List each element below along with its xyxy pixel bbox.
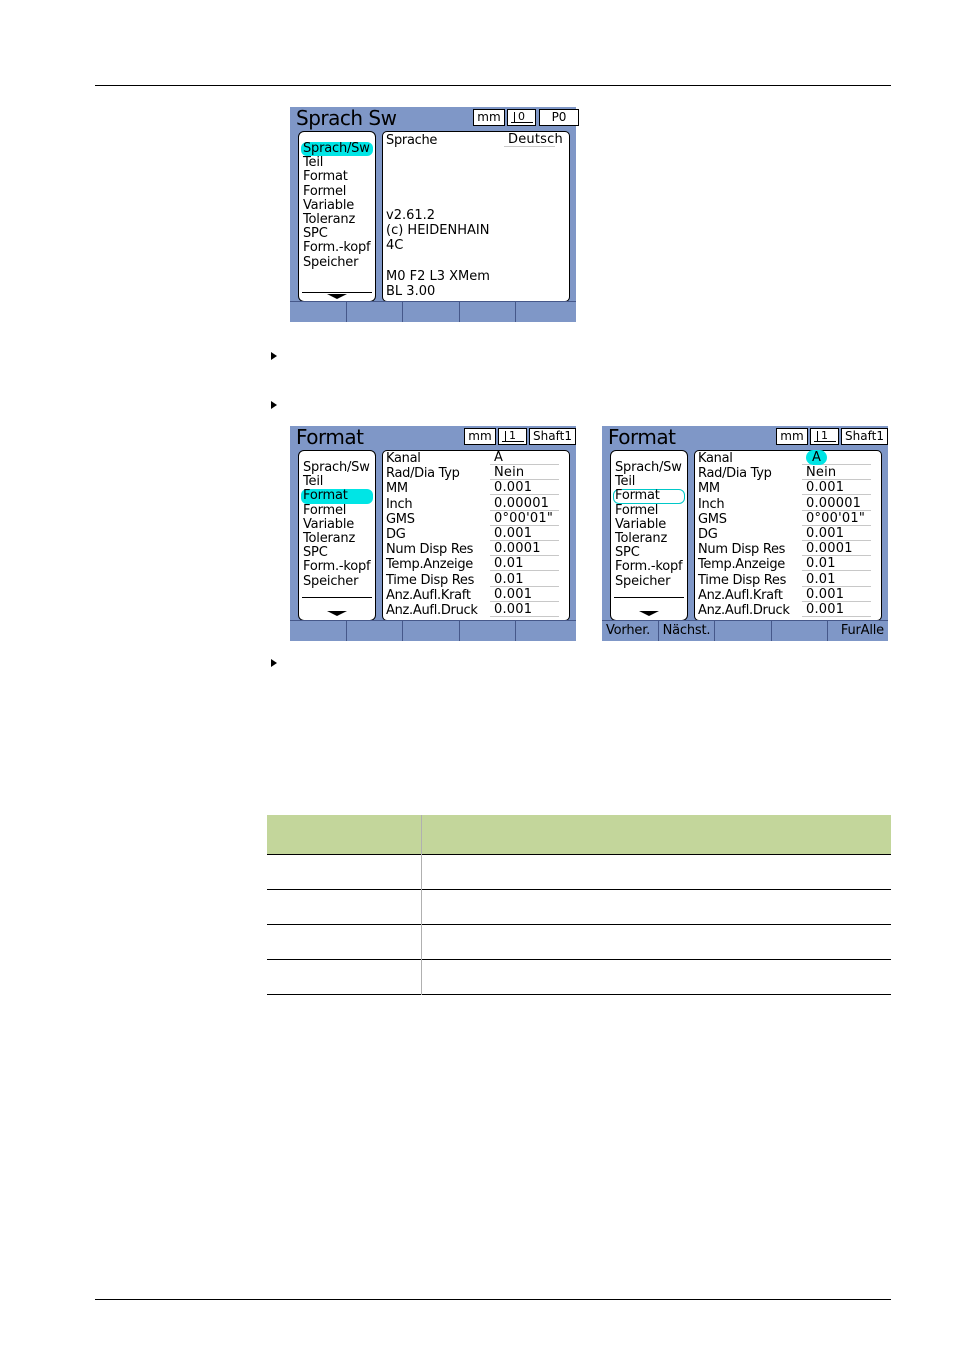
menu-item-speicher[interactable]: Speicher (303, 254, 359, 270)
format-row[interactable]: GMS 0°00'01" (386, 512, 565, 527)
model-text: 4C (386, 238, 404, 253)
format-row[interactable]: DG 0.001 (698, 527, 877, 542)
format-row[interactable]: Inch 0.00001 (698, 497, 877, 512)
menu-item-format[interactable]: Format (613, 489, 685, 503)
table-row-divider (267, 854, 891, 855)
screen-title: Format (608, 425, 676, 449)
menu-divider (302, 597, 372, 598)
format-row[interactable]: Rad/Dia Typ Nein (698, 466, 877, 481)
menu-item-formel[interactable]: Formel (615, 502, 659, 518)
config-text: M0 F2 L3 XMem (386, 269, 490, 284)
status-bar (774, 428, 888, 445)
bullet-arrow-icon (271, 352, 277, 360)
menu-item-variable[interactable]: Variable (303, 516, 355, 532)
format-value[interactable]: 0°00'01" (490, 512, 559, 526)
softkey-4[interactable] (460, 621, 517, 641)
language-label: Sprache (386, 133, 438, 148)
table-row-divider (267, 959, 891, 960)
table-header (267, 815, 891, 854)
setup-menu (298, 450, 376, 621)
menu-item-form-kopf[interactable]: Form.-kopf (615, 559, 683, 575)
format-row[interactable]: MM 0.001 (386, 481, 565, 496)
setup-menu (610, 450, 688, 621)
setup-menu (298, 131, 376, 302)
screen-format-menu (290, 426, 576, 641)
bullet-arrow-icon (271, 401, 277, 409)
screen-language (290, 107, 576, 322)
menu-item-spc[interactable]: SPC (303, 226, 328, 242)
part-indicator: Shaft1 (529, 428, 576, 445)
menu-item-format[interactable]: Format (303, 169, 348, 185)
table-row-divider (267, 924, 891, 925)
header-rule (95, 85, 891, 86)
table-column-divider (421, 815, 422, 995)
menu-item-spc[interactable]: SPC (303, 545, 328, 561)
part-indicator: Shaft1 (841, 428, 888, 445)
softkey-5[interactable] (516, 302, 576, 322)
format-row[interactable]: Anz.Aufl.Kraft 0.001 (386, 588, 565, 603)
softkey-bar (602, 620, 888, 641)
format-row[interactable]: Anz.Aufl.Kraft 0.001 (698, 588, 877, 603)
format-row[interactable]: Anz.Aufl.Druck 0.001 (698, 603, 877, 618)
format-value[interactable]: 0.001 (802, 481, 871, 495)
format-row[interactable]: MM 0.001 (698, 481, 877, 496)
apply-all-softkey[interactable]: FurAlle (840, 623, 884, 638)
status-bar (462, 428, 576, 445)
format-row[interactable]: DG 0.001 (386, 527, 565, 542)
format-value[interactable]: 0.0001 (802, 542, 871, 556)
softkey-3[interactable] (403, 621, 460, 641)
menu-item-spc[interactable]: SPC (615, 545, 640, 561)
format-value-selected[interactable] (802, 451, 871, 465)
softkey-1[interactable] (290, 302, 347, 322)
reference-icon: 1 (810, 428, 839, 445)
table-row-divider (267, 889, 891, 890)
format-value[interactable]: 0.01 (802, 573, 871, 587)
language-panel (382, 131, 570, 302)
language-value[interactable]: Deutsch (504, 133, 555, 147)
format-row[interactable]: Kanal A (698, 451, 877, 466)
menu-item-formel[interactable]: Formel (303, 502, 347, 518)
menu-item-toleranz[interactable]: Toleranz (303, 211, 356, 227)
format-value[interactable]: Nein (490, 466, 559, 480)
reference-icon: 1 (498, 428, 527, 445)
format-value[interactable]: 0.001 (490, 481, 559, 495)
menu-item-form-kopf[interactable]: Form.-kopf (303, 559, 371, 575)
softkey-3[interactable] (403, 302, 460, 322)
menu-item-variable[interactable]: Variable (615, 516, 667, 532)
copyright-text: (c) HEIDENHAIN (386, 223, 490, 238)
format-value[interactable]: A (490, 451, 559, 465)
format-value[interactable]: 0.01 (490, 557, 559, 571)
menu-item-sprach-sw[interactable]: Sprach/Sw (303, 460, 370, 475)
format-value[interactable]: 0.001 (490, 527, 559, 541)
menu-divider (302, 292, 372, 293)
format-value[interactable]: 0.00001 (802, 497, 871, 511)
previous-softkey[interactable]: Vorher. (602, 621, 659, 641)
menu-item-speicher[interactable]: Speicher (615, 573, 671, 589)
menu-item-formel[interactable]: Formel (303, 183, 347, 199)
softkey-2[interactable] (347, 302, 404, 322)
format-panel (382, 450, 570, 621)
format-value[interactable]: 0.01 (490, 573, 559, 587)
softkey-4[interactable] (772, 621, 829, 641)
softkey-4[interactable] (460, 302, 517, 322)
version-text: v2.61.2 (386, 208, 436, 223)
menu-item-speicher[interactable]: Speicher (303, 573, 359, 589)
softkey-3[interactable] (715, 621, 772, 641)
menu-item-variable[interactable]: Variable (303, 197, 355, 213)
menu-item-toleranz[interactable]: Toleranz (615, 530, 668, 546)
scroll-down-icon[interactable] (327, 294, 347, 299)
format-row[interactable]: Kanal A (386, 451, 565, 466)
format-value[interactable]: 0.001 (802, 603, 871, 617)
format-row[interactable]: Inch 0.00001 (386, 497, 565, 512)
softkey-5[interactable] (516, 621, 576, 641)
format-value[interactable]: 0°00'01" (802, 512, 871, 526)
menu-item-form-kopf[interactable]: Form.-kopf (303, 240, 371, 256)
menu-item-teil[interactable]: Teil (303, 474, 324, 490)
format-row[interactable]: Num Disp Res 0.0001 (698, 542, 877, 557)
unit-indicator: mm (473, 109, 505, 126)
format-value[interactable]: 0.001 (802, 527, 871, 541)
menu-item-sprach-sw[interactable]: Sprach/Sw (615, 460, 682, 475)
format-value[interactable]: Nein (802, 466, 871, 480)
bullet-arrow-icon (271, 659, 277, 667)
format-panel (694, 450, 882, 621)
format-row[interactable]: Temp.Anzeige 0.01 (698, 557, 877, 572)
bootloader-text: BL 3.00 (386, 284, 436, 299)
menu-item-teil[interactable]: Teil (615, 474, 636, 490)
softkey-2[interactable] (347, 621, 404, 641)
menu-item-toleranz[interactable]: Toleranz (303, 530, 356, 546)
channel-value[interactable]: A (806, 450, 827, 465)
menu-item-teil[interactable]: Teil (303, 155, 324, 171)
menu-item-sprach-sw[interactable]: Sprach/Sw (301, 142, 373, 156)
scroll-down-icon[interactable] (639, 611, 659, 616)
unit-indicator: mm (776, 428, 808, 445)
format-value[interactable]: 0.001 (802, 588, 871, 602)
table-row-divider (267, 994, 891, 995)
softkey-1[interactable] (290, 621, 347, 641)
format-row[interactable]: Anz.Aufl.Druck 0.001 (386, 603, 565, 618)
menu-item-format[interactable]: Format (301, 489, 373, 503)
status-bar (471, 109, 579, 126)
format-row[interactable]: Rad/Dia Typ Nein (386, 466, 565, 481)
format-row[interactable]: Time Disp Res 0.01 (698, 573, 877, 588)
next-softkey[interactable]: Nächst. (659, 621, 716, 641)
format-value[interactable]: 0.001 (490, 588, 559, 602)
format-value[interactable]: 0.0001 (490, 542, 559, 556)
format-value[interactable]: 0.01 (802, 557, 871, 571)
language-row[interactable] (386, 133, 565, 148)
format-row[interactable]: Num Disp Res 0.0001 (386, 542, 565, 557)
screen-title: Format (296, 425, 364, 449)
unit-indicator: mm (464, 428, 496, 445)
format-row[interactable]: Temp.Anzeige 0.01 (386, 557, 565, 572)
format-row[interactable]: Time Disp Res 0.01 (386, 573, 565, 588)
format-row[interactable]: GMS 0°00'01" (698, 512, 877, 527)
format-value[interactable]: 0.001 (490, 603, 559, 617)
screen-format-edit (602, 426, 888, 641)
format-value[interactable]: 0.00001 (490, 497, 559, 511)
softkey-bar (290, 301, 576, 322)
footer-rule (95, 1299, 891, 1300)
reference-icon: 0 (507, 109, 536, 126)
part-indicator: P0 (539, 109, 579, 126)
screen-title: Sprach Sw (296, 106, 397, 130)
menu-divider (614, 597, 684, 598)
scroll-down-icon[interactable] (327, 611, 347, 616)
softkey-bar (290, 620, 576, 641)
